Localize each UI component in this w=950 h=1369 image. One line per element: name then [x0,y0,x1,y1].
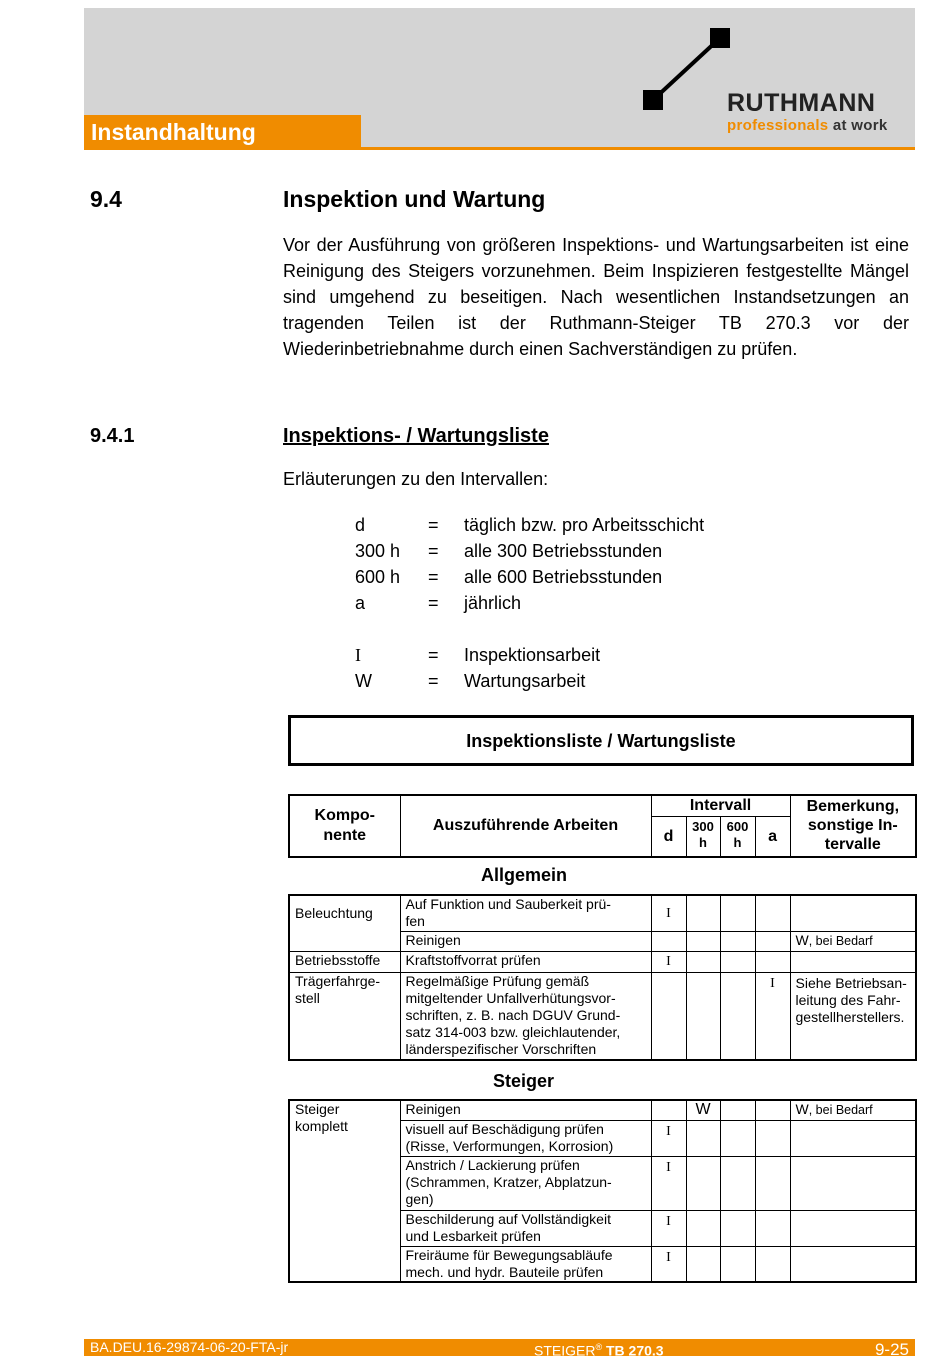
table-steiger [288,1099,917,1283]
cell-300h [686,1246,720,1282]
legend-key: I [355,645,361,665]
legend-desc: jährlich [464,593,522,613]
remark-text: , bei Bedarf [808,933,873,948]
cell-d [651,1100,686,1120]
cell-a: I [755,972,790,1060]
header-work: Auszuführende Arbeiten [400,795,651,857]
cell-600h [720,895,755,931]
logo-name: RUTHMANN [727,89,876,117]
cell-a [755,1210,790,1246]
section-title: Inspektion und Wartung [283,186,546,212]
group-steiger: Steiger [493,1071,555,1091]
table-allgemein [288,894,917,1061]
cell-d: I [651,895,686,931]
ruthmann-logo-icon [640,28,730,118]
cell-600h [720,1156,755,1210]
legend-desc: Wartungsarbeit [464,671,586,691]
cell-300h [686,1156,720,1210]
cell-remark [790,895,916,931]
cell-work: Auf Funktion und Sauberkeit prü- fen [400,895,651,931]
cell-component: Beleuchtung [289,895,400,951]
cell-component: Steiger komplett [289,1100,400,1282]
cell-300h [686,1210,720,1246]
legend-desc: täglich bzw. pro Arbeitsschicht [464,515,705,535]
subsection-title: Inspektions- / Wartungsliste [283,425,549,447]
cell-600h [720,1210,755,1246]
cell-600h [720,951,755,972]
remark-text: , bei Bedarf [808,1103,873,1117]
cell-a [755,931,790,951]
cell-300h: W [686,1100,720,1120]
logo-tagline-a: professionals [727,117,829,134]
cell-remark: Siehe Betriebsan- leitung des Fahr- gestellherstellers. [790,972,916,1060]
cell-d [651,931,686,951]
cell-component: Trägerfahrge- stell [289,972,400,1060]
cell-work: Freiräume für Bewegungsabläufe mech. und hydr. Bauteile prüfen [400,1246,651,1282]
cell-remark [790,1246,916,1282]
legend-desc: alle 300 Betriebsstunden [464,541,663,561]
legend-key: d [355,515,366,535]
table-row [289,1100,916,1120]
cell-work: Beschilderung auf Vollständigkeit und Lesbarkeit prüfen [400,1210,651,1246]
footer-doc-id: BA.DEU.16-29874-06-20-FTA-jr [90,1339,289,1355]
cell-300h [686,931,720,951]
legend-key: 600 h [355,567,401,587]
table-header [288,794,917,858]
legend-desc: alle 600 Betriebsstunden [464,567,663,587]
cell-d: I [651,1120,686,1156]
legend-eq: = [428,671,439,691]
header-a: a [755,817,790,857]
cell-work: Kraftstoffvorrat prüfen [400,951,651,972]
legend-eq: = [428,567,439,587]
footer-registered: ® [595,1342,603,1352]
cell-a [755,951,790,972]
cell-a [755,1100,790,1120]
header-300h: 300 h [686,817,720,857]
cell-remark [790,1210,916,1246]
logo-tagline-b: at work [832,117,888,134]
footer-product-model: TB 270.3 [602,1342,664,1359]
cell-remark [790,1156,916,1210]
table-row [289,972,916,1060]
cell-work: Regelmäßige Prüfung gemäß mitgeltender Unfallverhütungsvor- schriften, z. B. nach DGUV Grund- satz 314-003 bzw. gleichlautender, länderspezifischer Vorschriften [400,972,651,1060]
cell-work: Anstrich / Lackierung prüfen (Schrammen, Kratzer, Abplatzun- gen) [400,1156,651,1210]
remark-maintenance: W [795,1101,809,1117]
header-600h: 600 h [720,817,755,857]
cell-a [755,1246,790,1282]
cell-600h [720,972,755,1060]
cell-600h [720,931,755,951]
cell-work: Reinigen [400,1100,651,1120]
cell-600h [720,1120,755,1156]
group-allgemein: Allgemein [481,865,568,885]
cell-work: Reinigen [400,931,651,951]
table-row [289,951,916,972]
cell-a [755,895,790,931]
cell-a [755,1156,790,1210]
header-component: Kompo- nente [289,795,400,857]
cell-300h [686,951,720,972]
legend-desc: Inspektionsarbeit [464,645,601,665]
footer-product [534,1339,664,1360]
cell-600h [720,1246,755,1282]
section-number: 9.4 [90,186,122,212]
page-footer [84,1339,915,1359]
remark-maintenance: W [795,931,809,948]
legend-key: W [355,671,372,691]
header-divider [84,147,915,150]
legend-eq: = [428,515,439,535]
cell-remark [790,1100,916,1120]
cell-d: I [651,1156,686,1210]
cell-300h [686,1120,720,1156]
cell-remark [790,951,916,972]
list-title: Inspektionsliste / Wartungsliste [288,715,914,766]
logo-tagline [727,117,888,134]
interval-explanation: Erläuterungen zu den Intervallen: [283,469,549,489]
legend-key: a [355,593,366,613]
cell-600h [720,1100,755,1120]
cell-d: I [651,1246,686,1282]
cell-300h [686,895,720,931]
cell-remark [790,1120,916,1156]
section-label: Instandhaltung [84,115,361,149]
legend-eq: = [428,593,439,613]
footer-page-number: 9-25 [874,1340,909,1359]
legend-eq: = [428,645,439,665]
legend-eq: = [428,541,439,561]
cell-d: I [651,1210,686,1246]
subsection-number: 9.4.1 [90,425,135,447]
header-remark: Bemerkung, sonstige In- tervalle [790,795,916,857]
intro-paragraph: Vor der Ausführung von größeren Inspektions- und Wartungsarbeiten ist eine Reinigung des Steigers vorzunehmen. Beim Inspizieren festgestellte Mängel sind umgehend zu beseitigen. Nach wesentlichen Instandsetzungen an tragenden Teilen ist der Ruthmann-Steiger TB 270.3 vor der Wiederinbetriebnahme durch einen Sachverständigen zu prüfen. [283,235,909,359]
header-interval: Intervall [651,795,790,817]
cell-d: I [651,951,686,972]
footer-product-name: STEIGER [534,1342,596,1359]
cell-work: visuell auf Beschädigung prüfen (Risse, Verformungen, Korrosion) [400,1120,651,1156]
cell-remark [790,931,916,951]
legend-key: 300 h [355,541,401,561]
cell-component: Betriebsstoffe [289,951,400,972]
cell-a [755,1120,790,1156]
table-row [289,895,916,931]
cell-300h [686,972,720,1060]
cell-d [651,972,686,1060]
header-d: d [651,817,686,857]
